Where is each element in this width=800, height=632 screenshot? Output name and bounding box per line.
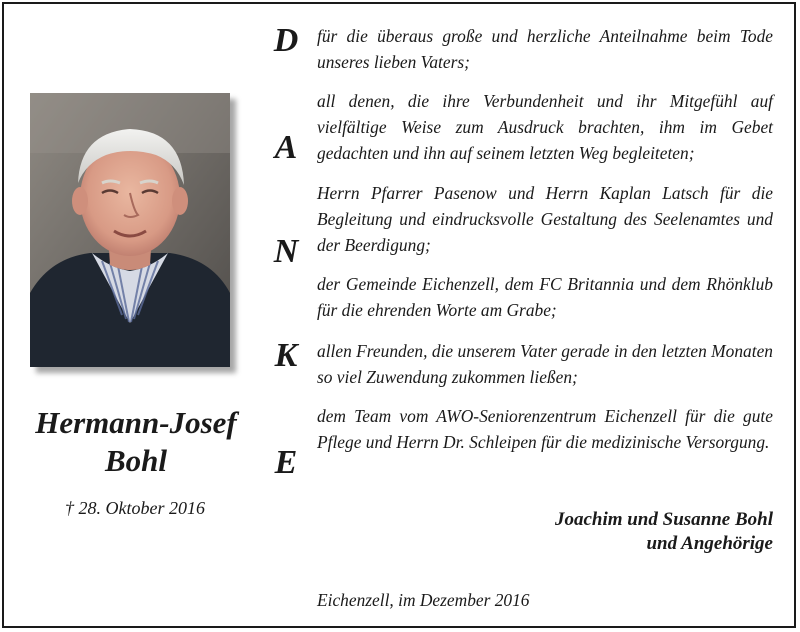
thanks-paragraph: für die überaus große und herzliche Anteilnahme beim Tode unseres lieben Vaters; xyxy=(317,26,773,72)
signature-line-1: Joachim und Susanne Bohl xyxy=(554,509,773,530)
portrait-image xyxy=(30,93,230,367)
deceased-first-name: Hermann-Josef xyxy=(35,405,237,440)
danke-letter-e: E xyxy=(274,444,298,481)
portrait-photo xyxy=(30,93,230,367)
deceased-name xyxy=(18,404,254,480)
thanks-paragraph: allen Freunden, die unserem Vater gerade in den letzten Monaten so viel Zuwendung zukommen ließen; xyxy=(317,341,773,387)
signature-line-2: und Angehörige xyxy=(646,533,773,554)
danke-letter-k: K xyxy=(274,337,298,374)
danke-letter-a: A xyxy=(274,129,298,166)
thanks-paragraph: dem Team vom AWO-Seniorenzentrum Eichenzell für die gute Pflege und Herrn Dr. Schleipen für die medizinische Versorgung. xyxy=(317,406,773,452)
danke-letter-d: D xyxy=(273,22,299,59)
death-date: † 28. Oktober 2016 xyxy=(65,498,205,518)
deceased-last-name: Bohl xyxy=(104,443,168,478)
thanks-paragraph: Herrn Pfarrer Pasenow und Herrn Kaplan Latsch für die Begleitung und eindrucksvolle Gestaltung des Seelenamtes und der Beerdigung; xyxy=(317,183,773,255)
thanks-paragraph: all denen, die ihre Verbundenheit und ihr Mitgefühl auf vielfältige Weise zum Ausdruck brachten, ihm im Gebet gedachten und ihn auf seinem letzten Weg begleiteten; xyxy=(317,91,773,163)
place-date: Eichenzell, im Dezember 2016 xyxy=(317,590,530,610)
danke-letter-n: N xyxy=(273,233,299,270)
thanks-paragraph: der Gemeinde Eichenzell, dem FC Britannia und dem Rhönklub für die ehrenden Worte am Grabe; xyxy=(317,274,773,320)
